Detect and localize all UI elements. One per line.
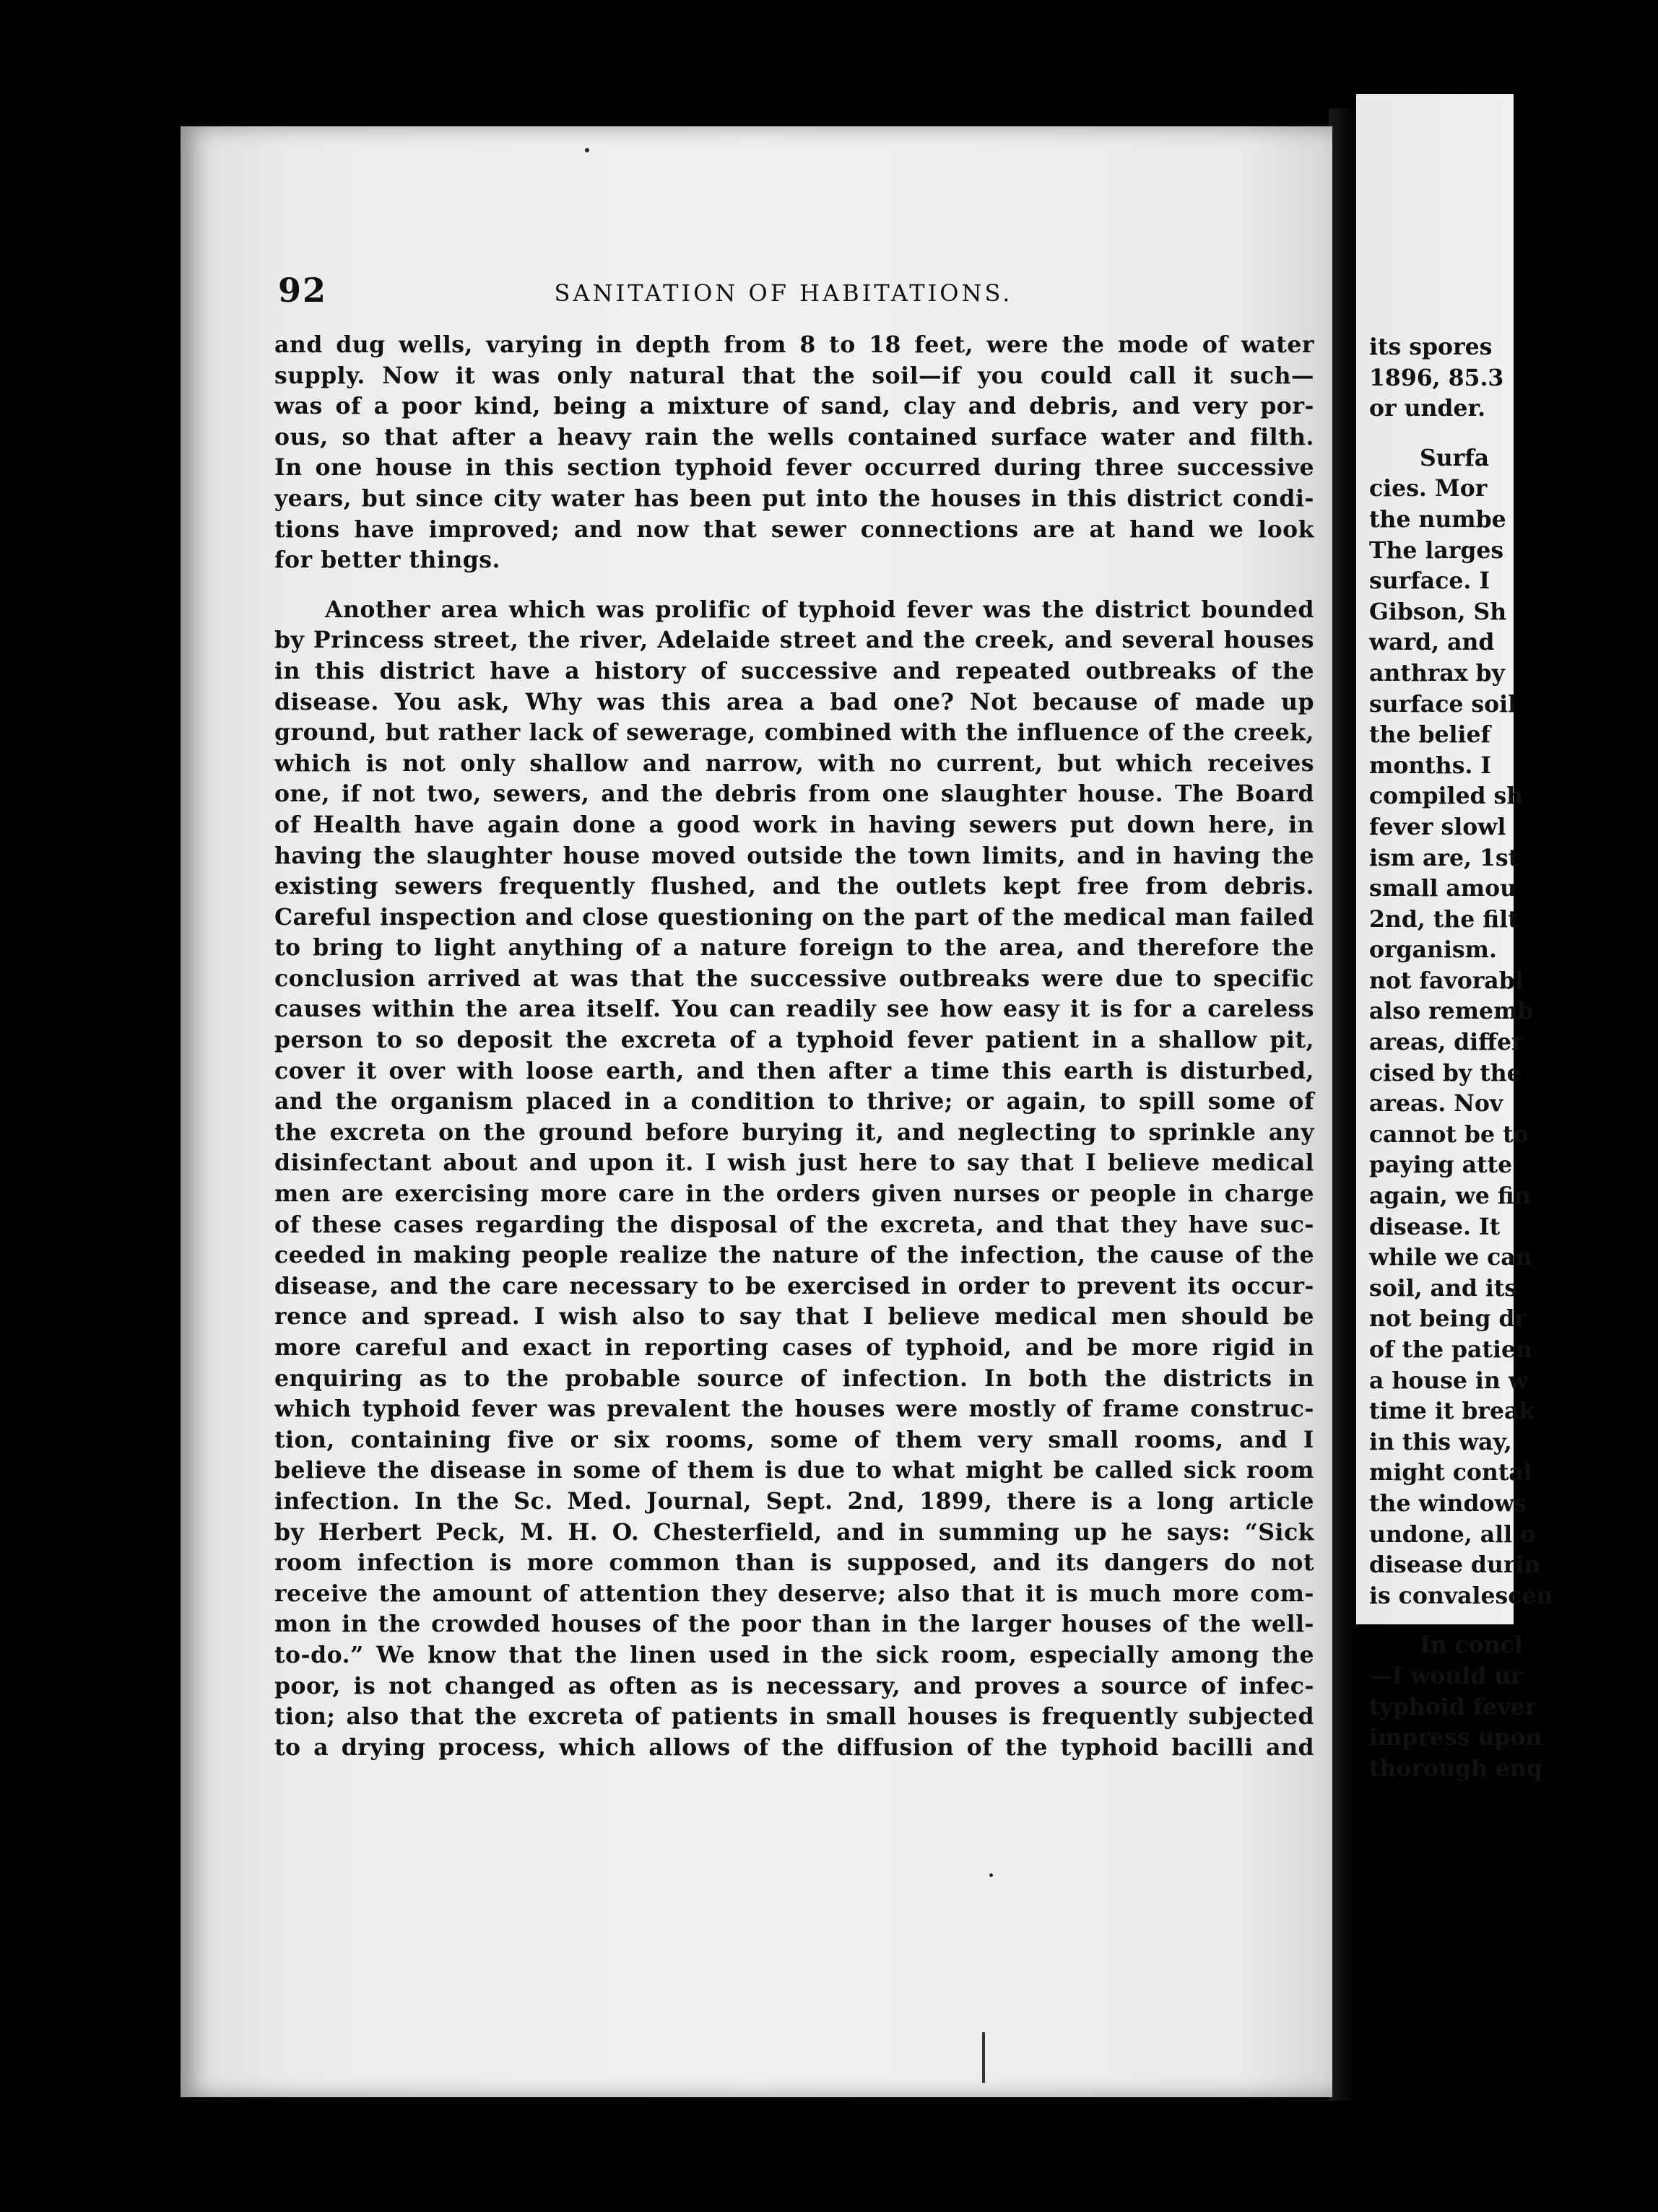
text-line: having the slaughter house moved outside the town limits, and in having the: [274, 842, 1314, 869]
text-line: also rememb: [1369, 998, 1534, 1025]
text-line: soil, and its: [1369, 1274, 1518, 1302]
running-head: [278, 271, 1332, 314]
text-line: more careful and exact in reporting cases of typhoid, and be more rigid in: [274, 1334, 1314, 1361]
text-line: compiled sh: [1369, 783, 1524, 810]
text-line: anthrax by: [1369, 659, 1505, 687]
running-title: SANITATION OF HABITATIONS.: [554, 279, 1013, 307]
text-line: or under.: [1369, 395, 1486, 422]
text-line: disease. You ask, Why was this area a bad one? Not because of made up: [274, 688, 1314, 715]
right-page: [1356, 94, 1553, 1782]
text-line: time it break: [1369, 1398, 1535, 1425]
text-line: cannot be to: [1369, 1120, 1529, 1148]
text-line: supply. Now it was only natural that the soil—if you could call it such—: [274, 362, 1314, 389]
right-page-text: [1369, 332, 1658, 1784]
text-line: impress upon: [1369, 1724, 1542, 1751]
text-line: men are exercising more care in the orders given nurses or people in charge: [274, 1180, 1314, 1208]
text-line: In one house in this section typhoid fever occurred during three successive: [274, 454, 1314, 482]
text-line: believe the disease in some of them is due to what might be called sick room: [274, 1457, 1314, 1484]
text-line: cised by the: [1369, 1059, 1522, 1087]
text-line: disease, and the care necessary to be exercised in order to prevent its occur-: [274, 1272, 1314, 1299]
text-line: disease. It: [1369, 1213, 1501, 1240]
text-line: cies. Mor: [1369, 475, 1488, 502]
text-line: to a drying process, which allows of the diffusion of the typhoid bacilli and: [274, 1733, 1314, 1761]
text-line: The larges: [1369, 536, 1504, 564]
text-line: of Health have again done a good work in having sewers put down here, in: [274, 811, 1314, 838]
text-line: again, we fin: [1369, 1183, 1531, 1210]
text-line: ground, but rather lack of sewerage, combined with the influence of the creek,: [274, 719, 1314, 746]
film-scratch: [982, 2032, 985, 2083]
text-line: which is not only shallow and narrow, with no current, but which receives: [274, 749, 1314, 777]
text-line: organism.: [1369, 936, 1497, 964]
text-line: and the organism placed in a condition to thrive; or again, to spill some of: [274, 1088, 1314, 1115]
text-line: 1896, 85.3: [1369, 364, 1504, 391]
text-line: is convalescen: [1369, 1582, 1553, 1609]
text-line: of the patien: [1369, 1336, 1532, 1363]
dust-speck: [585, 148, 589, 152]
text-line: the numbe: [1369, 505, 1506, 533]
text-line: small amou: [1369, 875, 1517, 902]
text-line: thorough enq: [1369, 1754, 1542, 1782]
text-line: person to so deposit the excreta of a typhoid fever patient in a shallow pit,: [274, 1027, 1314, 1054]
text-line: disinfectant about and upon it. I wish just here to say that I believe medical: [274, 1149, 1314, 1177]
text-line: mon in the crowded houses of the poor than in the larger houses of the well-: [274, 1611, 1314, 1638]
text-line: to-do.” We know that the linen used in the sick room, especially among the: [274, 1641, 1314, 1668]
text-line: not favorabl: [1369, 967, 1524, 994]
text-line: the excreta on the ground before burying it, and neglecting to sprinkle any: [274, 1118, 1314, 1146]
paragraph-gap: [1369, 1611, 1658, 1630]
text-line: tions have improved; and now that sewer connections are at hand we look: [274, 515, 1314, 543]
text-line: which typhoid fever was prevalent the houses were mostly of frame construc-: [274, 1395, 1314, 1423]
text-line: was of a poor kind, being a mixture of sand, clay and debris, and very por-: [274, 393, 1314, 420]
text-line: by Herbert Peck, M. H. O. Chesterfield, and in summing up he says: “Sick: [274, 1518, 1314, 1546]
text-line: disease durin: [1369, 1551, 1541, 1579]
text-line: poor, is not changed as often as is necessary, and proves a source of infec-: [274, 1672, 1314, 1699]
text-line: areas. Nov: [1369, 1090, 1503, 1118]
text-line: for better things.: [274, 547, 500, 574]
text-line: causes within the area itself. You can readily see how easy it is for a careless: [274, 996, 1314, 1023]
paragraph-gap: [1369, 424, 1658, 443]
text-line: of these cases regarding the disposal of the excreta, and that they have suc-: [274, 1211, 1314, 1238]
text-line: a house in w: [1369, 1367, 1528, 1394]
text-line: Careful inspection and close questioning on the part of the medical man failed: [274, 903, 1314, 931]
text-line: In concl: [1420, 1632, 1523, 1659]
text-line: one, if not two, sewers, and the debris from one slaughter house. The Board: [274, 780, 1314, 808]
left-page: [181, 126, 1332, 2097]
text-line: rence and spread. I wish also to say that I believe medical men should be: [274, 1303, 1314, 1331]
text-line: ous, so that after a heavy rain the wells contained surface water and filth.: [274, 423, 1314, 450]
text-line: the belief: [1369, 721, 1491, 749]
text-line: infection. In the Sc. Med. Journal, Sept. 2nd, 1899, there is a long article: [274, 1487, 1314, 1515]
text-line: might contai: [1369, 1459, 1532, 1486]
paragraph-1: [274, 330, 1314, 576]
text-line: —I would ur: [1369, 1662, 1523, 1689]
text-line: years, but since city water has been put into the houses in this district condi-: [274, 484, 1314, 512]
text-line: and dug wells, varying in depth from 8 to 18 feet, were the mode of water: [274, 331, 1314, 358]
text-line: undone, all o: [1369, 1520, 1536, 1548]
text-line: surface soil: [1369, 690, 1517, 718]
text-line: conclusion arrived at was that the successive outbreaks were due to specific: [274, 965, 1314, 992]
text-line: tion, containing five or six rooms, some of them very small rooms, and I: [274, 1426, 1314, 1453]
text-line: areas, differ: [1369, 1029, 1524, 1056]
text-line: tion; also that the excreta of patients in small houses is frequently subjected: [274, 1703, 1314, 1730]
text-line: receive the amount of attention they deserve; also that it is much more com-: [274, 1580, 1314, 1607]
text-line: ward, and: [1369, 629, 1495, 656]
text-line: while we can: [1369, 1244, 1532, 1271]
text-line: Another area which was prolific of typhoid fever was the district bounded: [325, 596, 1314, 623]
paragraph-2: [274, 595, 1314, 1764]
text-line: typhoid fever: [1369, 1693, 1537, 1720]
text-line: existing sewers frequently flushed, and the outlets kept free from debris.: [274, 873, 1314, 900]
dust-speck: [989, 1873, 993, 1877]
text-line: cover it over with loose earth, and then after a time this earth is disturbed,: [274, 1057, 1314, 1084]
text-line: Gibson, Sh: [1369, 598, 1507, 625]
text-line: ceeded in making people realize the nature of the infection, the cause of the: [274, 1242, 1314, 1269]
book-gutter: [1329, 108, 1355, 2101]
text-line: paying atte: [1369, 1151, 1513, 1179]
text-line: in this district have a history of successive and repeated outbreaks of the: [274, 657, 1314, 684]
text-line: months. I: [1369, 752, 1492, 779]
text-line: not being dr: [1369, 1305, 1527, 1333]
text-line: 2nd, the filt: [1369, 905, 1519, 933]
text-line: surface. I: [1369, 567, 1490, 595]
text-line: the windows: [1369, 1489, 1527, 1517]
text-line: Surfa: [1420, 444, 1490, 471]
text-line: enquiring as to the probable source of infection. In both the districts in: [274, 1364, 1314, 1392]
text-line: in this way,: [1369, 1428, 1512, 1455]
text-line: its spores: [1369, 334, 1493, 360]
text-line: to bring to light anything of a nature foreign to the area, and therefore the: [274, 934, 1314, 962]
body-text: [274, 330, 1314, 1763]
text-line: room infection is more common than is supposed, and its dangers do not: [274, 1549, 1314, 1577]
text-line: fever slowl: [1369, 813, 1506, 840]
text-line: ism are, 1st: [1369, 844, 1519, 871]
text-line: by Princess street, the river, Adelaide street and the creek, and several houses: [274, 627, 1314, 654]
page-number: 92: [278, 271, 328, 310]
